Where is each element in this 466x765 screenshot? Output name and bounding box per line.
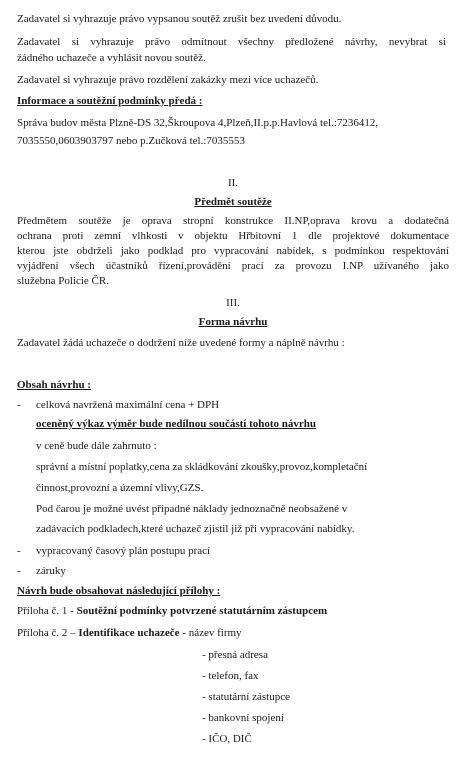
obsah-item-3: záruky (36, 565, 66, 577)
attachment-2-title: Identifikace uchazeče (78, 627, 180, 639)
obsah-item-1-dash: - (17, 399, 21, 411)
section-2-last-line: služebna Policie ČR. (17, 275, 109, 287)
attachment-2-first-sub: - název firmy (179, 627, 242, 639)
info-heading: Informace a soutěžní podmínky předá : (17, 95, 203, 107)
obsah-item-2-dash: - (17, 545, 21, 557)
intro-paragraph-2-line-2: žádného uchazeče a vyhlásit novou soutěž. (17, 52, 206, 64)
attachment-2-prefix: Příloha č. 2 – (17, 627, 79, 639)
info-line-1: Správa budov města Plzně-DS 32,Škroupova 4,Plzeň,II.p.p.Havlová tel.:7236412, (17, 117, 379, 129)
obsah-fees-line-2: činnost,provozní a územní vlivy,GZS. (36, 482, 204, 494)
obsah-item-2: vypracovaný časový plán postupu prací (36, 545, 211, 557)
attachment-1 (17, 604, 327, 618)
attachment-2-sub-item: - statutární zástupce (202, 691, 290, 703)
attachment-2-sub-item: - IČO, DIČ (202, 733, 252, 745)
obsah-fees-line-1: správní a místní poplatky,cena za skládkování zkoušky,provoz,kompletační (36, 461, 368, 473)
section-2-line-3: kterou jste obdrželi jako podklad pro vypracování nabídek, s podmínkou respektování (17, 245, 449, 257)
section-3-numeral: III. (226, 297, 240, 309)
attachments-heading: Návrh bude obsahovat následující přílohy : (17, 585, 221, 597)
attachment-2-sub-item: - telefon, fax (202, 670, 259, 682)
obsah-item-3-dash: - (17, 565, 21, 577)
intro-paragraph-2-line-1: Zadavatel si vyhrazuje právo odmítnout všechny předložené návrhy, nevybrat si (17, 36, 446, 48)
obsah-price-includes: v ceně bude dále zahrnuto : (36, 440, 157, 452)
intro-paragraph-1: Zadavatel si vyhrazuje právo vypsanou soutěž zrušit bez uvedení důvodu. (17, 13, 342, 25)
intro-paragraph-3: Zadavatel si vyhrazuje právo rozdělení zakázky mezi více uchazečů. (17, 74, 319, 86)
section-2-line-2: ochrana proti zemní vlhkosti v objektu Hřbitovní 1 dle projektové dokumentace (17, 230, 449, 242)
attachment-1-prefix: Příloha č. 1 - (17, 605, 77, 617)
info-line-2: 7035550,0603903797 nebo p.Zučková tel.:7035553 (17, 135, 245, 147)
section-3-title: Forma návrhu (198, 316, 268, 328)
obsah-bold-note: oceněný výkaz výměr bude nedílnou součástí tohoto návrhu (36, 418, 317, 430)
attachment-2-sub-item: - bankovní spojení (202, 712, 284, 724)
section-2-line-1: Předmětem soutěže je oprava stropní konstrukce II.NP,oprava krovu a dodatečná (17, 215, 449, 227)
attachment-2-sub-item: - přesná adresa (202, 649, 268, 661)
section-2-title: Předmět soutěže (194, 196, 272, 208)
section-2-line-4: vyjádření všech účastníků řízení,provádění prací za provozu I.NP užívaného jako (17, 260, 449, 272)
section-2-numeral: II. (227, 177, 239, 189)
attachment-2 (17, 626, 242, 640)
obsah-note-line-2: zadávacích podkladech,které uchazeč zjistil již při vypracování nabídky. (36, 523, 355, 535)
section-3-intro: Zadavatel žádá uchazeče o dodržení níže uvedené formy a náplně návrhu : (17, 337, 345, 349)
obsah-item-1: celková navržená maximální cena + DPH (36, 399, 220, 411)
obsah-note-line-1: Pod čarou je možné uvést případné náklady jednoznačně neobsažené v (36, 503, 348, 515)
attachment-1-title: Soutěžní podmínky potvrzené statutárním zástupcem (76, 605, 328, 617)
obsah-heading: Obsah návrhu : (17, 379, 91, 391)
